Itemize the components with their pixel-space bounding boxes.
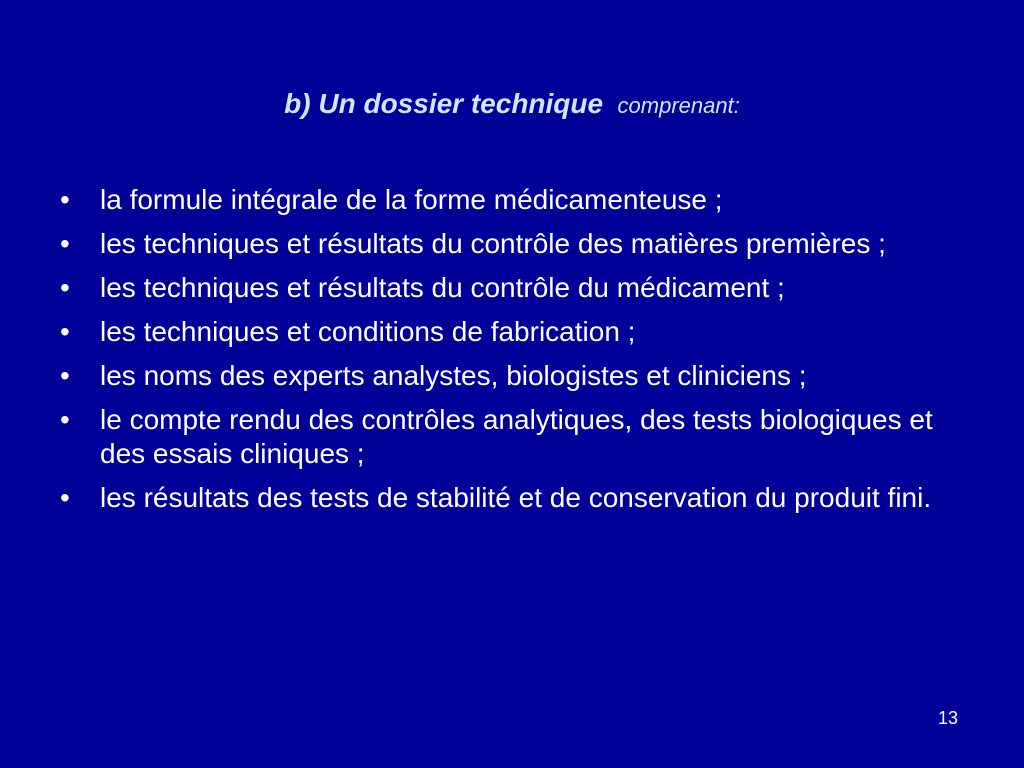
bullet-icon: • [60,184,70,215]
bullet-text: les techniques et résultats du contrôle des matières premières ; [100,228,886,259]
slide-title-sub: comprenant: [617,93,740,118]
bullet-item [56,315,976,349]
bullet-list [56,183,976,525]
bullet-item [56,227,976,261]
bullet-text: les techniques et résultats du contrôle du médicament ; [100,272,785,303]
bullet-text: les noms des experts analystes, biologistes et cliniciens ; [100,360,807,391]
bullet-icon: • [60,482,70,513]
bullet-icon: • [60,404,70,435]
bullet-item [56,183,976,217]
bullet-icon: • [60,360,70,391]
page-number: 13 [938,708,959,728]
bullet-icon: • [60,272,70,303]
bullet-text: le compte rendu des contrôles analytiques, des tests biologiques et des essais cliniques ; [100,404,933,469]
bullet-text: la formule intégrale de la forme médicamenteuse ; [100,184,723,215]
bullet-text: les résultats des tests de stabilité et de conservation du produit fini. [100,482,932,513]
bullet-icon: • [60,316,70,347]
bullet-icon: • [60,228,70,259]
bullet-item [56,481,976,515]
bullet-item [56,359,976,393]
bullet-text: les techniques et conditions de fabrication ; [100,316,636,347]
slide-title-main: b) Un dossier technique [284,88,604,119]
bullet-item [56,403,976,471]
slide-title [0,88,1024,120]
bullet-item [56,271,976,305]
